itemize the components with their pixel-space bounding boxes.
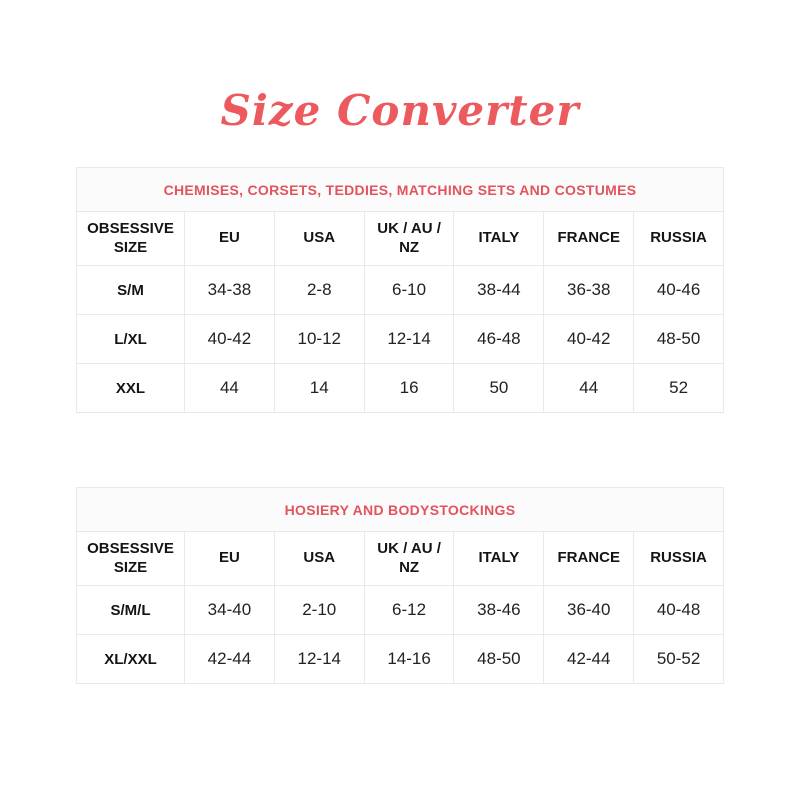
size-value-cell: 40-46 bbox=[634, 266, 724, 315]
row-size-label: XXL bbox=[77, 364, 185, 413]
column-header: ITALY bbox=[454, 532, 544, 586]
column-header: USA bbox=[274, 532, 364, 586]
size-value-cell: 50 bbox=[454, 364, 544, 413]
size-value-cell: 40-42 bbox=[544, 315, 634, 364]
column-header-row bbox=[77, 212, 724, 266]
size-value-cell: 42-44 bbox=[544, 635, 634, 684]
table-row bbox=[77, 364, 724, 413]
column-header: FRANCE bbox=[544, 532, 634, 586]
row-size-label: S/M bbox=[77, 266, 185, 315]
size-table-hosiery-bodystockings bbox=[76, 487, 724, 684]
size-value-cell: 36-40 bbox=[544, 586, 634, 635]
row-size-label: L/XL bbox=[77, 315, 185, 364]
size-value-cell: 16 bbox=[364, 364, 454, 413]
column-header: OBSESSIVE SIZE bbox=[77, 532, 185, 586]
row-size-label: S/M/L bbox=[77, 586, 185, 635]
column-header: USA bbox=[274, 212, 364, 266]
size-value-cell: 44 bbox=[185, 364, 275, 413]
row-size-label: XL/XXL bbox=[77, 635, 185, 684]
size-value-cell: 12-14 bbox=[364, 315, 454, 364]
table-row bbox=[77, 266, 724, 315]
table-section-title: CHEMISES, CORSETS, TEDDIES, MATCHING SETS AND COSTUMES bbox=[77, 168, 724, 212]
size-value-cell: 34-38 bbox=[185, 266, 275, 315]
size-value-cell: 44 bbox=[544, 364, 634, 413]
size-value-cell: 42-44 bbox=[185, 635, 275, 684]
table-row bbox=[77, 315, 724, 364]
column-header: EU bbox=[185, 532, 275, 586]
size-value-cell: 46-48 bbox=[454, 315, 544, 364]
column-header: OBSESSIVE SIZE bbox=[77, 212, 185, 266]
size-value-cell: 2-10 bbox=[274, 586, 364, 635]
size-value-cell: 14 bbox=[274, 364, 364, 413]
size-value-cell: 36-38 bbox=[544, 266, 634, 315]
size-value-cell: 14-16 bbox=[364, 635, 454, 684]
page-title: Size Converter bbox=[220, 86, 580, 135]
table-row bbox=[77, 635, 724, 684]
size-value-cell: 34-40 bbox=[185, 586, 275, 635]
column-header-row bbox=[77, 532, 724, 586]
size-value-cell: 2-8 bbox=[274, 266, 364, 315]
size-table bbox=[76, 487, 724, 684]
size-table-chemises-corsets bbox=[76, 167, 724, 413]
size-value-cell: 12-14 bbox=[274, 635, 364, 684]
table-title-row bbox=[77, 488, 724, 532]
size-value-cell: 38-44 bbox=[454, 266, 544, 315]
column-header: EU bbox=[185, 212, 275, 266]
size-value-cell: 50-52 bbox=[634, 635, 724, 684]
column-header: UK / AU / NZ bbox=[364, 532, 454, 586]
column-header: UK / AU / NZ bbox=[364, 212, 454, 266]
size-value-cell: 6-12 bbox=[364, 586, 454, 635]
size-value-cell: 40-48 bbox=[634, 586, 724, 635]
table-row bbox=[77, 586, 724, 635]
size-value-cell: 48-50 bbox=[454, 635, 544, 684]
column-header: FRANCE bbox=[544, 212, 634, 266]
size-value-cell: 52 bbox=[634, 364, 724, 413]
column-header: RUSSIA bbox=[634, 532, 724, 586]
size-value-cell: 38-46 bbox=[454, 586, 544, 635]
table-section-title: HOSIERY AND BODYSTOCKINGS bbox=[77, 488, 724, 532]
size-value-cell: 48-50 bbox=[634, 315, 724, 364]
size-value-cell: 40-42 bbox=[185, 315, 275, 364]
column-header: RUSSIA bbox=[634, 212, 724, 266]
size-table bbox=[76, 167, 724, 413]
size-value-cell: 10-12 bbox=[274, 315, 364, 364]
size-value-cell: 6-10 bbox=[364, 266, 454, 315]
column-header: ITALY bbox=[454, 212, 544, 266]
table-title-row bbox=[77, 168, 724, 212]
